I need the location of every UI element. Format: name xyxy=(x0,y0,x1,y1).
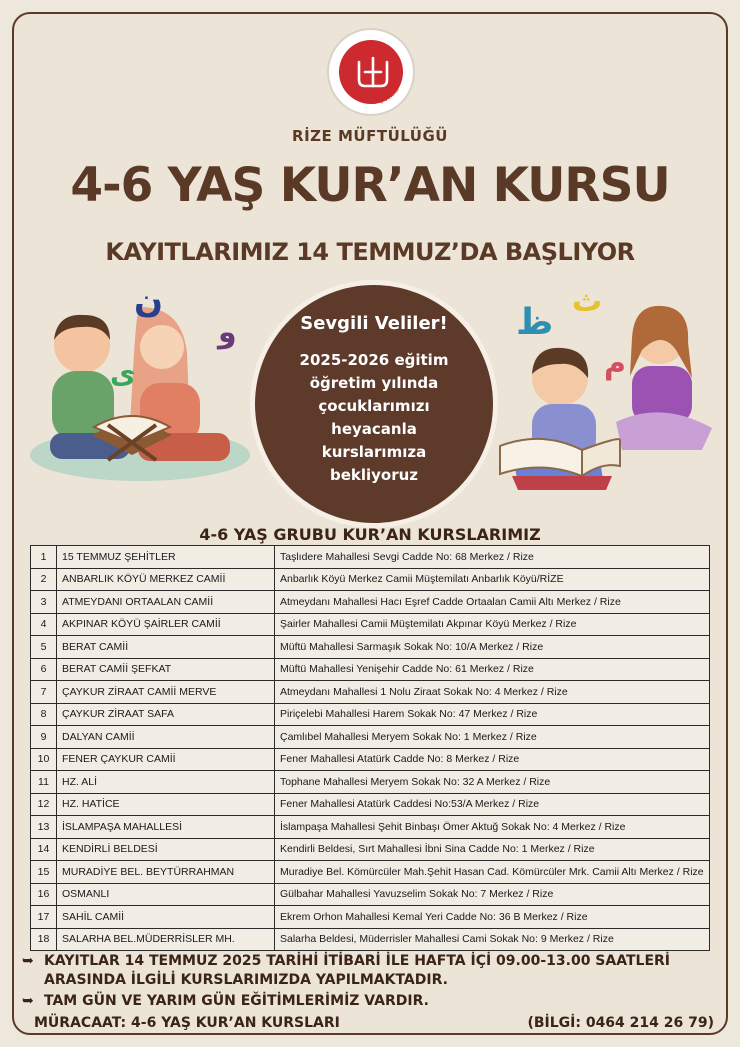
table-row xyxy=(31,906,710,929)
course-name: 15 TEMMUZ ŞEHİTLER xyxy=(57,546,275,569)
table-row xyxy=(31,816,710,839)
row-number: 18 xyxy=(31,928,57,951)
message-circle xyxy=(250,280,498,528)
arabic-letter-za: ظ xyxy=(516,302,554,343)
course-address: Müftü Mahallesi Sarmaşık Sokak No: 10/A Merkez / Rize xyxy=(275,636,710,659)
course-address: Çamlıbel Mahallesi Meryem Sokak No: 1 Merkez / Rize xyxy=(275,726,710,749)
kids-learning-illustration xyxy=(492,284,722,505)
table-row xyxy=(31,726,710,749)
page-title: 4-6 YAŞ KUR’AN KURSU xyxy=(70,158,670,213)
row-number: 15 xyxy=(31,861,57,884)
course-address: Gülbahar Mahallesi Yavuzselim Sokak No: 7 Merkez / Rize xyxy=(275,883,710,906)
course-address: Fener Mahallesi Atatürk Cadde No: 8 Merkez / Rize xyxy=(275,748,710,771)
table-row xyxy=(31,591,710,614)
course-name: ÇAYKUR ZİRAAT SAFA xyxy=(57,703,275,726)
logo-mark-icon xyxy=(329,30,417,118)
notes xyxy=(22,952,722,1011)
table-row xyxy=(31,771,710,794)
course-name: DALYAN CAMİİ xyxy=(57,726,275,749)
row-number: 2 xyxy=(31,568,57,591)
row-number: 4 xyxy=(31,613,57,636)
message-text: 2025-2026 eğitim öğretim yılında çocuklarımızı heyacanla kurslarımıza bekliyoruz xyxy=(299,351,449,484)
arabic-letter-nun: ن xyxy=(134,281,164,321)
row-number: 3 xyxy=(31,591,57,614)
course-address: Muradiye Bel. Kömürcüler Mah.Şehit Hasan Cad. Kömürcüler Mrk. Camii Altı Merkez / Rize xyxy=(275,861,710,884)
row-number: 11 xyxy=(31,771,57,794)
row-number: 10 xyxy=(31,748,57,771)
pointer-arrow-icon: ➥ xyxy=(22,953,34,969)
table-row xyxy=(31,568,710,591)
diyanet-logo xyxy=(327,28,415,116)
row-number: 5 xyxy=(31,636,57,659)
table-row xyxy=(31,883,710,906)
table-row xyxy=(31,658,710,681)
row-number: 17 xyxy=(31,906,57,929)
course-name: HZ. HATİCE xyxy=(57,793,275,816)
row-number: 1 xyxy=(31,546,57,569)
row-number: 13 xyxy=(31,816,57,839)
table-row xyxy=(31,928,710,951)
course-address: Kendirli Beldesi, Sırt Mahallesi İbni Sina Cadde No: 1 Merkez / Rize xyxy=(275,838,710,861)
table-row xyxy=(31,681,710,704)
row-number: 7 xyxy=(31,681,57,704)
course-name: BERAT CAMİİ ŞEFKAT xyxy=(57,658,275,681)
row-number: 9 xyxy=(31,726,57,749)
pointer-arrow-icon: ➥ xyxy=(22,993,34,1009)
note-education-text: TAM GÜN VE YARIM GÜN EĞİTİMLERİMİZ VARDIR. xyxy=(44,993,429,1009)
course-name: İSLAMPAŞA MAHALLESİ xyxy=(57,816,275,839)
row-number: 16 xyxy=(31,883,57,906)
arabic-letter-ya: ى xyxy=(110,357,136,390)
course-name: AKPINAR KÖYÜ ŞAİRLER CAMİİ xyxy=(57,613,275,636)
course-name: SALARHA BEL.MÜDERRİSLER MH. xyxy=(57,928,275,951)
course-address: Tophane Mahallesi Meryem Sokak No: 32 A Merkez / Rize xyxy=(275,771,710,794)
note-education xyxy=(22,992,722,1011)
table-row xyxy=(31,613,710,636)
kids-reading-illustration xyxy=(22,281,252,500)
courses-title: 4-6 YAŞ GRUBU KUR’AN KURSLARIMIZ xyxy=(199,525,541,544)
course-name: HZ. ALİ xyxy=(57,771,275,794)
course-address: Piriçelebi Mahallesi Harem Sokak No: 47 Merkez / Rize xyxy=(275,703,710,726)
contact-text: MÜRACAAT: 4-6 YAŞ KUR’AN KURSLARI xyxy=(34,1015,340,1031)
logo-ring-text: DİYANET İŞLERİ BAŞKANLIĞI xyxy=(341,78,401,107)
course-name: MURADİYE BEL. BEYTÜRRAHMAN xyxy=(57,861,275,884)
course-name: ANBARLIK KÖYÜ MERKEZ CAMİİ xyxy=(57,568,275,591)
table-row xyxy=(31,636,710,659)
course-name: FENER ÇAYKUR CAMİİ xyxy=(57,748,275,771)
note-registration-text: KAYITLAR 14 TEMMUZ 2025 TARİHİ İTİBARİ İLE HAFTA İÇİ 09.00-13.00 SAATLERİ ARASINDA İLGİLİ KURSLARIMIZDA YAPILMAKTADIR. xyxy=(44,953,671,988)
course-name: BERAT CAMİİ xyxy=(57,636,275,659)
course-address: Salarha Beldesi, Müderrisler Mahallesi Cami Sokak No: 9 Merkez / Rize xyxy=(275,928,710,951)
course-address: Atmeydanı Mahallesi 1 Nolu Ziraat Sokak No: 4 Merkez / Rize xyxy=(275,681,710,704)
row-number: 14 xyxy=(31,838,57,861)
table-row xyxy=(31,748,710,771)
table-row xyxy=(31,861,710,884)
note-registration xyxy=(22,952,722,990)
greeting-text: Sevgili Veliler! xyxy=(300,313,448,334)
course-name: ÇAYKUR ZİRAAT CAMİİ MERVE xyxy=(57,681,275,704)
arabic-letter-waw: و xyxy=(218,315,237,350)
table-row xyxy=(31,546,710,569)
course-address: Şairler Mahallesi Camii Müştemilatı Akpınar Köyü Merkez / Rize xyxy=(275,613,710,636)
table-row xyxy=(31,793,710,816)
course-address: Fener Mahallesi Atatürk Caddesi No:53/A Merkez / Rize xyxy=(275,793,710,816)
row-number: 12 xyxy=(31,793,57,816)
course-name: KENDİRLİ BELDESİ xyxy=(57,838,275,861)
course-address: Atmeydanı Mahallesi Hacı Eşref Cadde Ortaalan Camii Altı Merkez / Rize xyxy=(275,591,710,614)
row-number: 6 xyxy=(31,658,57,681)
organization-name: RİZE MÜFTÜLÜĞÜ xyxy=(292,127,448,145)
page-subtitle: KAYITLARIMIZ 14 TEMMUZ’DA BAŞLIYOR xyxy=(105,238,635,266)
course-name: ATMEYDANI ORTAALAN CAMİİ xyxy=(57,591,275,614)
table-row xyxy=(31,703,710,726)
arabic-letter-mim: م xyxy=(604,346,626,381)
course-address: Taşlıdere Mahallesi Sevgi Cadde No: 68 Merkez / Rize xyxy=(275,546,710,569)
course-name: OSMANLI xyxy=(57,883,275,906)
course-address: Anbarlık Köyü Merkez Camii Müştemilatı Anbarlık Köyü/RİZE xyxy=(275,568,710,591)
table-row xyxy=(31,838,710,861)
courses-table xyxy=(30,545,710,951)
row-number: 8 xyxy=(31,703,57,726)
info-phone: (BİLGİ: 0464 214 26 79) xyxy=(527,1015,714,1031)
arabic-letter-tha: ث xyxy=(572,284,603,319)
course-name: SAHİL CAMİİ xyxy=(57,906,275,929)
course-address: Ekrem Orhon Mahallesi Kemal Yeri Cadde No: 36 B Merkez / Rize xyxy=(275,906,710,929)
course-address: Müftü Mahallesi Yenişehir Cadde No: 61 Merkez / Rize xyxy=(275,658,710,681)
course-address: İslampaşa Mahallesi Şehit Binbaşı Ömer Aktuğ Sokak No: 4 Merkez / Rize xyxy=(275,816,710,839)
